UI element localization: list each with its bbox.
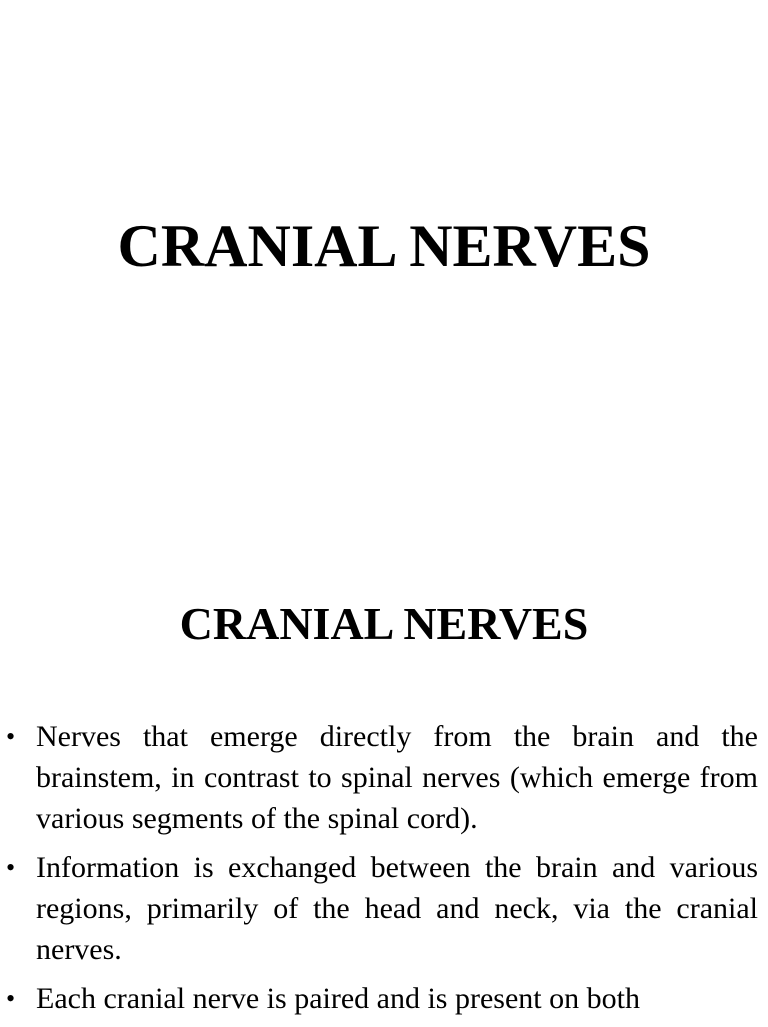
bullet-text: Each cranial nerve is paired and is present on both bbox=[36, 982, 640, 1015]
bullet-icon: • bbox=[6, 984, 16, 1013]
bullet-list bbox=[0, 716, 768, 1027]
bullet-text: Nerves that emerge directly from the brain and the brainstem, in contrast to spinal nerves (which emerge from various segments of the spinal cord). bbox=[36, 720, 758, 835]
slide-heading: CRANIAL NERVES bbox=[179, 598, 589, 649]
bullet-text: Information is exchanged between the brain and various regions, primarily of the head and neck, via the cranial nerves. bbox=[36, 851, 758, 966]
bullet-item bbox=[0, 978, 768, 1019]
bullet-icon: • bbox=[6, 853, 16, 882]
slide-title: CRANIAL NERVES bbox=[117, 213, 651, 279]
bullet-item bbox=[0, 847, 768, 970]
bullet-item bbox=[0, 716, 768, 839]
content-slide bbox=[0, 576, 768, 1024]
bullet-icon: • bbox=[6, 722, 16, 751]
